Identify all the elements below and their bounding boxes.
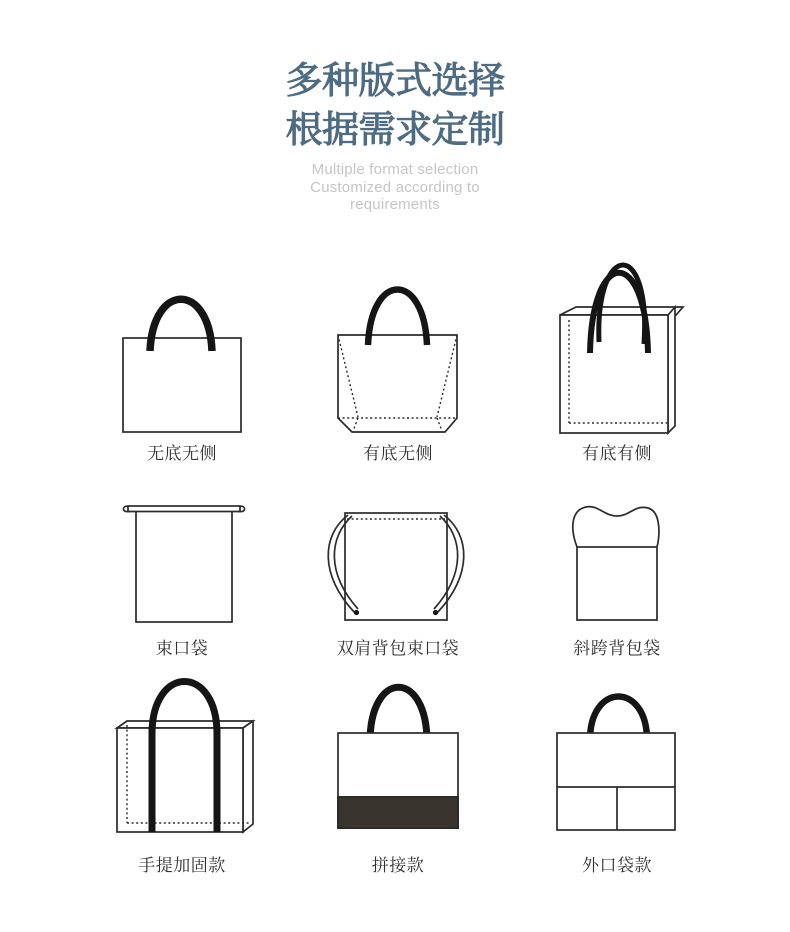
two-tone-tote-illustration (288, 672, 508, 852)
crossbody-bag-illustration (507, 495, 727, 635)
subtitle-line-1: Multiple format selection (311, 161, 479, 178)
bag-label: 有底有侧 (582, 444, 652, 463)
drawstring-pouch-illustration (72, 495, 292, 635)
page-title-line2: 根据需求定制 (285, 109, 505, 150)
gallery-item-two-tone (288, 672, 508, 876)
page-title-line1: 多种版式选择 (285, 60, 505, 101)
tote-bag-flat-illustration (72, 262, 292, 440)
tote-bag-box-illustration (507, 262, 727, 440)
bag-label: 束口袋 (155, 639, 209, 658)
gallery-item-bottom-and-side (507, 262, 727, 464)
gallery-item-reinforced-handle (72, 672, 292, 876)
reinforced-strap-tote-illustration (72, 672, 292, 852)
bag-label: 拼接款 (371, 856, 425, 875)
bag-label: 斜跨背包袋 (573, 639, 661, 658)
tote-bag-gusset-bottom-illustration (288, 262, 508, 440)
subtitle-line-3: requirements (350, 196, 440, 213)
gallery-item-outer-pocket (507, 672, 727, 876)
gallery-item-no-bottom-no-side (72, 262, 292, 464)
gallery-item-drawstring-pouch (72, 495, 292, 659)
bag-label: 无底无侧 (147, 444, 217, 463)
bag-label: 外口袋款 (582, 856, 652, 875)
header (0, 56, 790, 214)
pocket-tote-illustration (507, 672, 727, 852)
drawstring-backpack-illustration (288, 495, 508, 635)
subtitle (0, 161, 790, 214)
bag-label: 手提加固款 (138, 856, 226, 875)
subtitle-line-2: Customized according to (310, 178, 480, 196)
bag-label: 双肩背包束口袋 (336, 639, 460, 658)
gallery-item-crossbody (507, 495, 727, 659)
bag-label: 有底无侧 (363, 444, 433, 463)
gallery-item-drawstring-backpack (288, 495, 508, 659)
gallery-item-bottom-no-side (288, 262, 508, 464)
